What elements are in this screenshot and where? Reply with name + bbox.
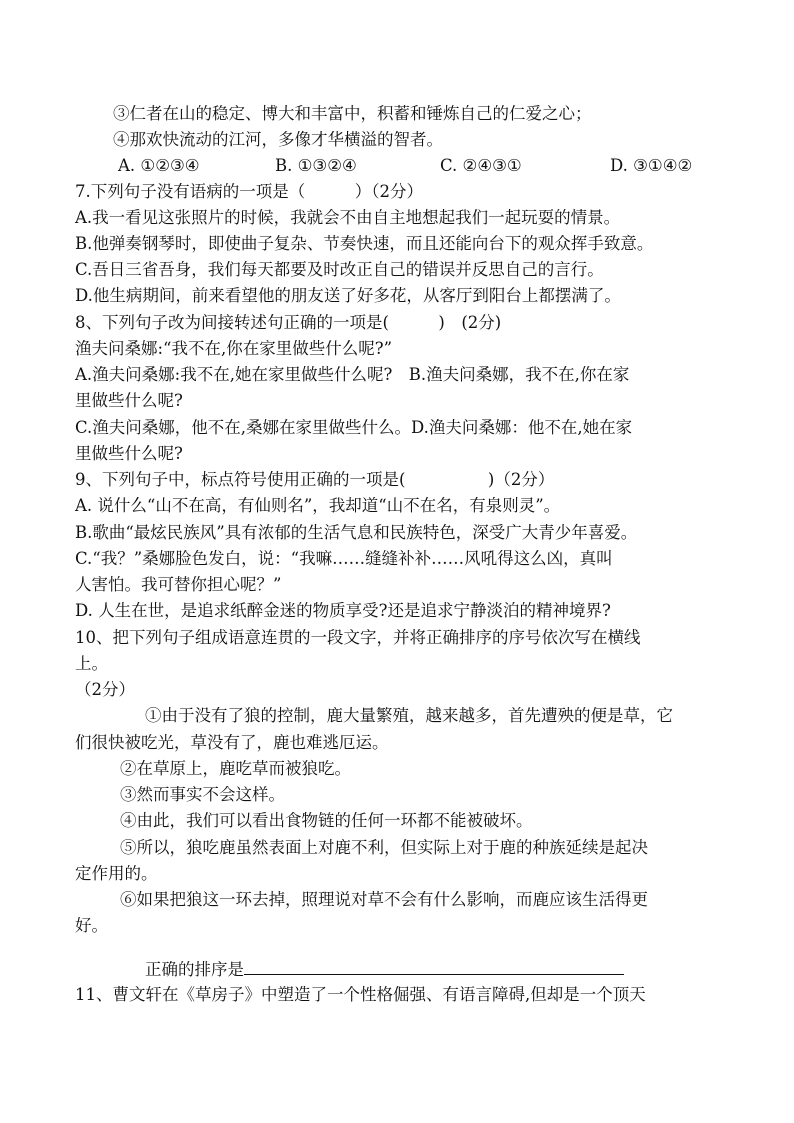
q6-option-d: D. ③①④② bbox=[610, 156, 693, 175]
q10-answer-label: 正确的排序是 bbox=[145, 960, 244, 979]
q8-options-ab: A.渔夫问桑娜:我不在,她在家里做些什么呢? B.渔夫问桑娜，我不在,你在家 bbox=[75, 365, 630, 384]
q10-sentence-4: ④由此，我们可以看出食物链的任何一环都不能被破坏。 bbox=[120, 811, 533, 830]
q6-option-c: C. ②④③① bbox=[440, 156, 522, 175]
q10-sentence-3: ③然而事实不会这样。 bbox=[120, 785, 285, 804]
q11-stem: 11、曹文轩在《草房子》中塑造了一个性格倔强、有语言障碍,但却是一个顶天 bbox=[75, 985, 646, 1004]
q10-score: （2分） bbox=[75, 680, 135, 699]
q7-option-b: B.他弹奏钢琴时，即使曲子复杂、节奏快速，而且还能向台下的观众挥手致意。 bbox=[75, 234, 654, 253]
q10-answer-row bbox=[145, 954, 624, 983]
q10-sentence-1-cont: 们很快被吃光，草没有了，鹿也难逃厄运。 bbox=[75, 733, 389, 752]
q9-stem: 9、下列句子中，标点符号使用正确的一项是( )（2分） bbox=[75, 470, 555, 489]
q8-quote: 渔夫问桑娜:“我不在,你在家里做些什么呢?” bbox=[75, 339, 393, 358]
q10-sentence-6-cont: 好。 bbox=[75, 916, 108, 935]
q9-option-b: B.歌曲“最炫民族风”具有浓郁的生活气息和民族特色，深受广大青少年喜爱。 bbox=[75, 523, 638, 542]
q8-options-cd-cont: 里做些什么呢? bbox=[75, 444, 183, 463]
q7-option-d: D.他生病期间，前来看望他的朋友送了好多花，从客厅到阳台上都摆满了。 bbox=[75, 286, 621, 305]
q7-stem: 7.下列句子没有语病的一项是（ ）（2分） bbox=[75, 182, 423, 201]
q8-options-cd: C.渔夫问桑娜，他不在,桑娜在家里做些什么。D.渔夫问桑娜：他不在,她在家 bbox=[75, 418, 633, 437]
q9-option-c: C.“我？”桑娜脸色发白，说：“我嘛……缝缝补补……风吼得这么凶，真叫 bbox=[75, 549, 613, 568]
q10-stem-cont: 上。 bbox=[75, 654, 108, 673]
q10-sentence-2: ②在草原上，鹿吃草而被狼吃。 bbox=[120, 759, 351, 778]
q9-option-d: D. 人生在世，是追求纸醉金迷的物质享受?还是追求宁静淡泊的精神境界? bbox=[75, 601, 611, 620]
q10-sentence-5: ⑤所以，狼吃鹿虽然表面上对鹿不利，但实际上对于鹿的种族延续是起决 bbox=[120, 838, 648, 857]
q9-option-a: A. 说什么“山不在高，有仙则名”，我却道“山不在名，有泉则灵”。 bbox=[75, 496, 561, 515]
q8-stem: 8、下列句子改为间接转述句正确的一项是( ) (2分) bbox=[75, 313, 502, 332]
q6-item-3: ③仁者在山的稳定、博大和丰富中，积蓄和锤炼自己的仁爱之心； bbox=[113, 104, 592, 123]
q6-option-b: B. ①③②④ bbox=[275, 156, 357, 175]
q8-options-ab-cont: 里做些什么呢? bbox=[75, 391, 183, 410]
q10-sentence-1: ①由于没有了狼的控制，鹿大量繁殖，越来越多，首先遭殃的便是草，它 bbox=[145, 706, 673, 725]
q7-option-c: C.吾日三省吾身，我们每天都要及时改正自己的错误并反思自己的言行。 bbox=[75, 260, 604, 279]
q7-option-a: A.我一看见这张照片的时候，我就会不由自主地想起我们一起玩耍的情景。 bbox=[75, 208, 621, 227]
q6-item-4: ④那欢快流动的江河，多像才华横溢的智者。 bbox=[113, 130, 443, 149]
q10-answer-blank[interactable] bbox=[244, 954, 624, 975]
q10-stem: 10、把下列句子组成语意连贯的一段文字，并将正确排序的序号依次写在横线 bbox=[75, 628, 641, 647]
q6-option-a: A. ①②③④ bbox=[118, 156, 200, 175]
q10-sentence-5-cont: 定作用的。 bbox=[75, 864, 158, 883]
q10-sentence-6: ⑥如果把狼这一环去掉，照理说对草不会有什么影响，而鹿应该生活得更 bbox=[120, 890, 648, 909]
q9-option-c-cont: 人害怕。我可替你担心呢？” bbox=[75, 575, 282, 594]
